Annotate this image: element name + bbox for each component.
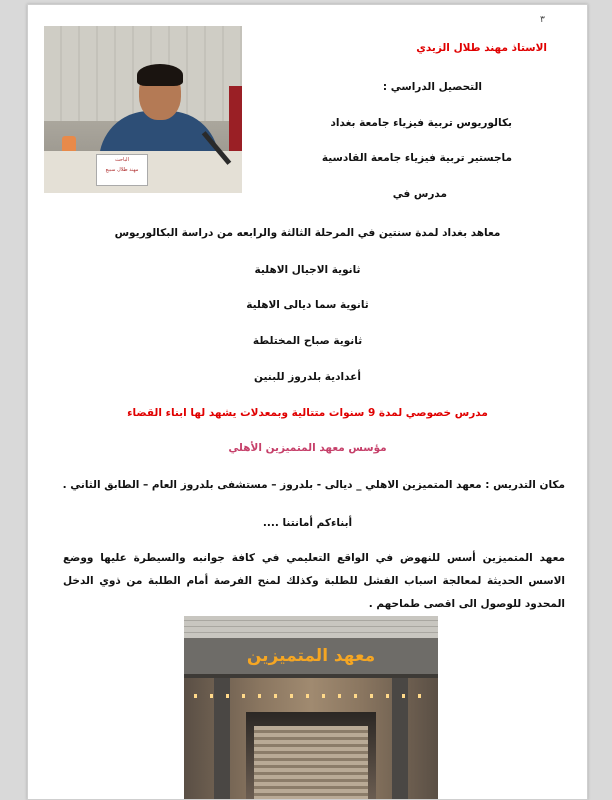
master-degree: ماجستير تربية فيزياء جامعة القادسية xyxy=(321,152,512,164)
bachelor-degree: بكالوريوس تربية فيزياء جامعة بغداد xyxy=(330,117,512,129)
institute-description: معهد المتميزين أسس للنهوض في الواقع التعليمي في كافة جوانبه والسيطرة عليها ووضع الاسس الحديثة لمعالجة اسباب الفشل للطلبة وكذلك لمنح الفرصة أمام الطلبة من ذوي الدخل المحدود للوصول الى اقصى طماحهم . xyxy=(63,552,565,610)
private-tutor-line: مدرس خصوصي لمدة 9 سنوات متتالية وبمعدلات يشهد لها ابناء القضاء xyxy=(127,407,488,419)
storefront-sign: معهد المتميزين xyxy=(184,638,438,674)
institute-storefront-photo xyxy=(184,616,438,799)
profile-photo xyxy=(44,26,242,193)
school-2: ثانوية سما ديالى الاهلية xyxy=(246,299,369,311)
document-page xyxy=(27,4,588,800)
teacher-name: الاستاذ مهند طلال الزيدي xyxy=(416,42,547,54)
school-3: ثانوية صباح المختلطة xyxy=(252,335,363,347)
your-children-line: أبناءكم أمانتنا .... xyxy=(262,517,353,529)
education-heading: التحصيل الدراسي : xyxy=(382,81,482,93)
teacher-in-label: مدرس في xyxy=(392,188,447,200)
institutes-line: معاهد بغداد لمدة سنتين في المرحلة الثالثة والرابعه من دراسة البكالوريوس xyxy=(114,227,501,239)
page-number: ٣ xyxy=(540,15,545,25)
founder-line: مؤسس معهد المتميزين الأهلي xyxy=(228,442,387,454)
school-1: ثانوية الاجيال الاهلية xyxy=(254,264,361,276)
teaching-place: مكان التدريس : معهد المتميزين الاهلي _ ديالى - بلدروز – مستشفى بلدروز العام – الطابق الثاني . xyxy=(62,479,565,491)
nameplate: الباحث مهند طلال سبيع xyxy=(96,154,148,186)
school-4: أعدادية بلدروز للبنين xyxy=(254,371,361,383)
